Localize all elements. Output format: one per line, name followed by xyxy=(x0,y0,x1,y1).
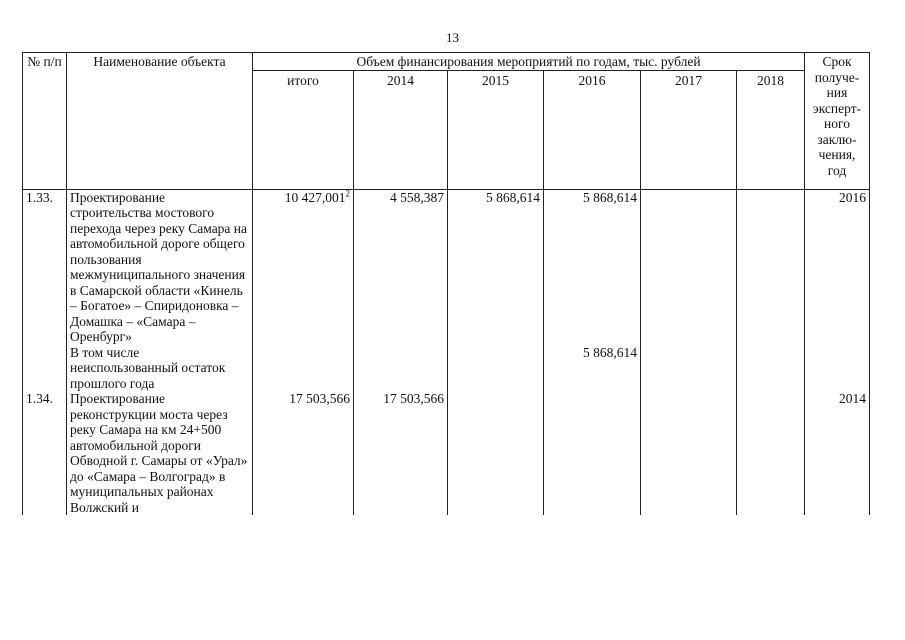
header-year-2015: 2015 xyxy=(448,70,544,189)
cell-2016: 5 868,614 xyxy=(544,189,641,345)
empty-cell xyxy=(448,345,544,392)
header-no: № п/п xyxy=(23,53,67,190)
cell-2015: 5 868,614 xyxy=(448,189,544,345)
header-year-2017: 2017 xyxy=(641,70,737,189)
empty-cell xyxy=(253,345,354,392)
cell-2014: 17 503,566 xyxy=(354,391,448,515)
cell-2017 xyxy=(641,189,737,345)
table-row xyxy=(23,189,870,345)
empty-cell xyxy=(641,345,737,392)
empty-cell xyxy=(354,345,448,392)
table-row xyxy=(23,391,870,515)
subrow-name: В том числе неиспользованный остаток прошлого года xyxy=(67,345,253,392)
cell-2014: 4 558,387 xyxy=(354,189,448,345)
empty-cell xyxy=(23,345,67,392)
total-value: 10 427,001 xyxy=(284,189,346,205)
header-funding-group: Объем финансирования мероприятий по годам, тыс. рублей xyxy=(253,53,805,71)
subrow-cell-2016: 5 868,614 xyxy=(544,345,641,392)
table-subrow xyxy=(23,345,870,392)
object-name: Проектирование реконструкции моста через реку Самара на км 24+500 автомобильной дороги Обводной г. Самары от «Урал» до «Самара – Волгоград» в муниципальных районах Волжский и xyxy=(67,391,253,515)
cell-deadline: 2014 xyxy=(805,391,870,515)
total-cell xyxy=(253,189,354,345)
cell-2018 xyxy=(737,189,805,345)
page-number: 13 xyxy=(446,30,459,45)
row-number: 1.33. xyxy=(23,189,67,345)
empty-cell xyxy=(737,345,805,392)
total-value: 17 503,566 xyxy=(253,391,354,515)
cell-deadline: 2016 xyxy=(805,189,870,345)
header-year-2018: 2018 xyxy=(737,70,805,189)
empty-cell xyxy=(805,345,870,392)
footnote-mark: 2 xyxy=(345,188,350,198)
cell-2017 xyxy=(641,391,737,515)
header-total: итого xyxy=(253,70,354,189)
header-object-name: Наименование объекта xyxy=(67,53,253,190)
object-name: Проектирование строительства мостового перехода через реку Самара на автомобильной дороге общего пользования межмуниципального значения в Самарской области «Кинель – Богатое» – Спиридоновка – Домашка – «Самара – Оренбург» xyxy=(67,189,253,345)
cell-2018 xyxy=(737,391,805,515)
header-year-2016: 2016 xyxy=(544,70,641,189)
financing-table xyxy=(22,52,870,515)
cell-2015 xyxy=(448,391,544,515)
row-number: 1.34. xyxy=(23,391,67,515)
header-deadline: Срок получе-ния эксперт-ного заклю-чения, год xyxy=(805,53,870,190)
header-year-2014: 2014 xyxy=(354,70,448,189)
cell-2016 xyxy=(544,391,641,515)
